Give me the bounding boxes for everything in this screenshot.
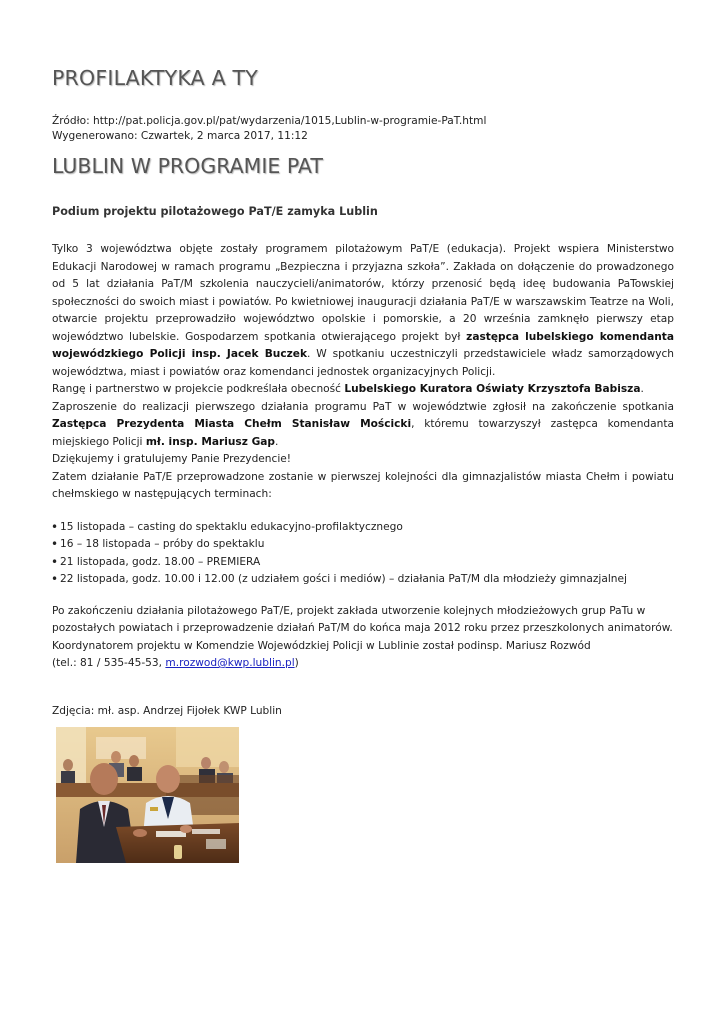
generated-line: Wygenerowano: Czwartek, 2 marca 2017, 11:12: [52, 129, 308, 142]
bold-deputy-commander: zastępca lubelskiego komendanta wojewódzkiego Policji insp. Jacek Buczek: [52, 330, 674, 360]
paragraph-coordinator: Koordynatorem projektu w Komendzie Wojewódzkiej Policji w Lublinie został podinsp. Mariusz Rozwód: [52, 639, 591, 652]
paragraph-contact: (tel.: 81 / 535-45-53, m.rozwod@kwp.lublin.pl): [52, 657, 299, 669]
paragraph-after-pilot: Po zakończeniu działania pilotażowego PaT/E, projekt zakłada utworzenie kolejnych młodzieżowych grup PaTu w pozostałych powiatach i przeprowadzenie działań PaT/M do końca maja 2012 roku przez przeszkolonych animatorów.: [52, 604, 673, 634]
article-body: [52, 241, 674, 720]
email-link[interactable]: m.rozwod@kwp.lublin.pl: [165, 657, 295, 669]
paragraph-curator: Rangę i partnerstwo w projekcie podkreślała obecność Lubelskiego Kuratora Oświaty Krzysztofa Babisza.: [52, 383, 644, 395]
paragraph-schedule-intro: Zatem działanie PaT/E przeprowadzone zostanie w pierwszej kolejności dla gimnazjalistów miasta Chełm i powiatu chełmskiego w następujących terminach:: [52, 470, 674, 500]
paragraph-invitation: Zaproszenie do realizacji pierwszego działania programu PaT w województwie zgłosił na zakończenie spotkania Zastępca Prezydenta Miasta Chełm Stanisław Mościcki, któremu towarzyszył zastępca komendanta miejskiego Policji mł. insp. Mariusz Gap.: [52, 400, 674, 448]
event-list: [52, 519, 674, 589]
photo-credit: Zdjęcia: mł. asp. Andrzej Fijołek KWP Lublin: [52, 704, 282, 717]
article-title: LUBLIN W PROGRAMIE PAT: [52, 154, 323, 178]
site-title: PROFILAKTYKA A TY: [52, 66, 258, 90]
bold-curator: Lubelskiego Kuratora Oświaty Krzysztofa Babisza: [344, 383, 641, 395]
paragraph-intro: Tylko 3 województwa objęte zostały programem pilotażowym PaT/E (edukacja). Projekt wspiera Ministerstwo Edukacji Narodowej w ramach programu „Bezpieczna i przyjazna szkoła”. Zakłada on dołączenie do prowadzonego od 5 lat działania PaT/M szkolenia nauczycieli/animatorów, którzy przenosić będą ideę budowania PaTowskiej społeczności do swoich miast i powiatów. Po kwietniowej inauguracji działania PaT/E w warszawskim Teatrze na Woli, otwarcie projektu przeprowadziło województwo opolskie i pomorskie, a 20 września zamknęło pierwszy etap województwo lubelskie. Gospodarzem spotkania otwierającego projekt był zastępca lubelskiego komendanta wojewódzkiego Policji insp. Jacek Buczek. W spotkaniu uczestniczyli przedstawiciele władz samorządowych województwa, miast i powiatów oraz komendanci jednostek organizacyjnych Policji.: [52, 243, 675, 378]
list-item: • 15 listopada – casting do spektaklu edukacyjno-profilaktycznego: [52, 519, 674, 537]
bold-vice-president: Zastępca Prezydenta Miasta Chełm Stanisław Mościcki: [52, 418, 412, 430]
article-subtitle: Podium projektu pilotażowego PaT/E zamyka Lublin: [52, 205, 378, 218]
bold-deputy-police: mł. insp. Mariusz Gap: [145, 435, 276, 448]
list-item: • 16 – 18 listopada – próby do spektaklu: [52, 536, 674, 554]
list-item: • 21 listopada, godz. 18.00 – PREMIERA: [52, 554, 674, 572]
paragraph-thanks: Dziękujemy i gratulujemy Panie Prezydencie!: [52, 453, 292, 465]
list-item: • 22 listopada, godz. 10.00 i 12.00 (z udziałem gości i mediów) – działania PaT/M dla młodzieży gimnazjalnej: [52, 571, 674, 589]
event-photo: [56, 727, 239, 863]
document-meta: [52, 114, 486, 143]
source-line: Źródło: http://pat.policja.gov.pl/pat/wydarzenia/1015,Lublin-w-programie-PaT.html: [52, 115, 487, 127]
